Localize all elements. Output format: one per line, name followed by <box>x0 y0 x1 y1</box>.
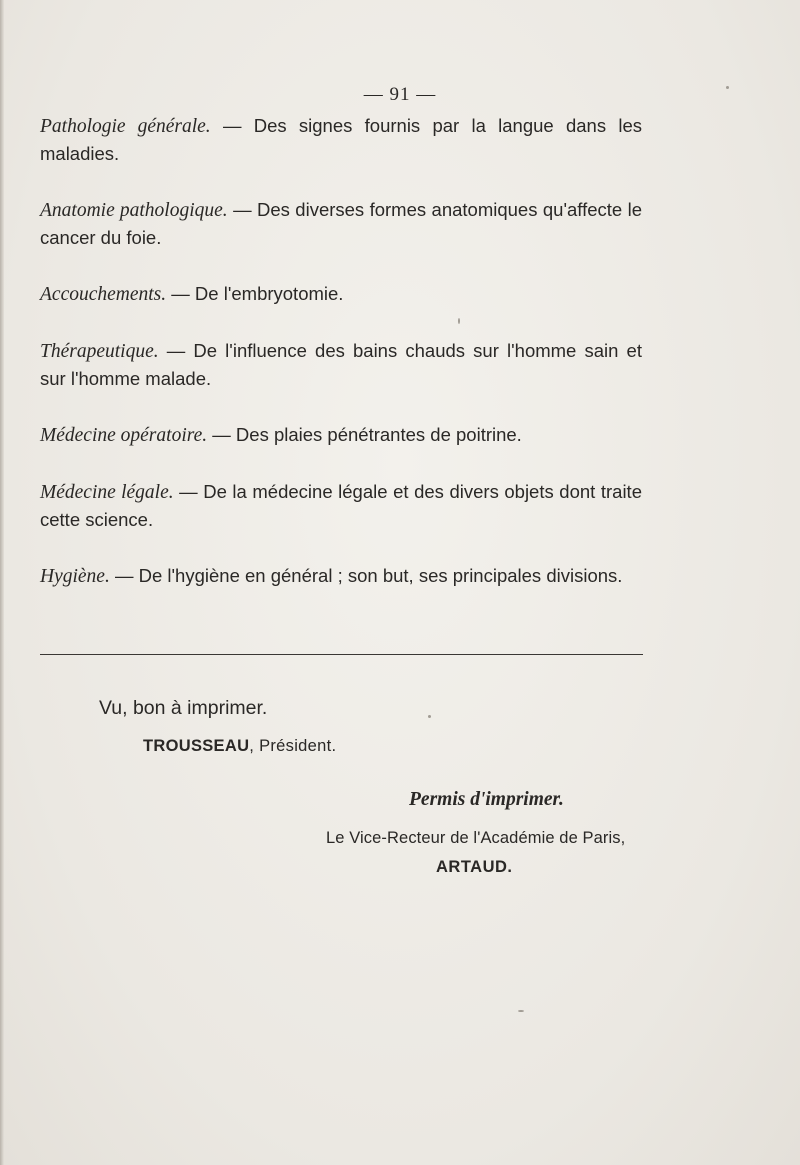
question-list <box>40 112 642 619</box>
approval-statement: Vu, bon à imprimer. <box>99 697 268 719</box>
entry-text: — De l'hygiène en général ; son but, ses principales divisions. <box>109 565 623 586</box>
entry-text: — Des diverses formes anatomiques qu'affecte le cancer du foie. <box>40 199 642 248</box>
page-edge-shadow <box>0 0 4 1165</box>
entry-heading: Pathologie générale. <box>40 116 211 137</box>
recteur-title: Le Vice-Recteur de l'Académie de Paris, <box>326 829 626 847</box>
list-item <box>40 337 642 392</box>
paper-speck <box>726 86 729 89</box>
list-item <box>40 112 642 167</box>
page-number: — 91 — <box>363 84 437 105</box>
entry-text: — De l'influence des bains chauds sur l'homme sain et sur l'homme malade. <box>40 340 642 389</box>
entry-text: — De la médecine légale et des divers objets dont traite cette science. <box>40 481 642 530</box>
entry-heading: Médecine légale. <box>40 482 174 503</box>
list-item <box>40 196 642 251</box>
list-item <box>40 280 642 308</box>
entry-text: — Des plaies pénétrantes de poitrine. <box>207 424 522 445</box>
horizontal-divider <box>40 654 643 655</box>
list-item <box>40 562 642 590</box>
entry-heading: Thérapeutique. <box>40 341 159 362</box>
entry-heading: Anatomie pathologique. <box>40 200 228 221</box>
recteur-name: ARTAUD. <box>436 858 513 876</box>
list-item <box>40 478 642 533</box>
president-signature <box>143 737 336 756</box>
entry-heading: Hygiène. <box>40 566 110 587</box>
paper-speck <box>458 318 460 324</box>
list-item <box>40 421 642 449</box>
entry-heading: Médecine opératoire. <box>40 425 208 446</box>
permission-heading: Permis d'imprimer. <box>409 789 564 810</box>
president-name: TROUSSEAU <box>143 737 250 755</box>
president-title: , Président. <box>249 737 337 755</box>
paper-speck <box>428 715 431 718</box>
paper-speck <box>518 1010 524 1012</box>
entry-text: — De l'embryotomie. <box>166 283 344 304</box>
entry-heading: Accouchements. <box>40 284 167 305</box>
entry-text: — Des signes fournis par la langue dans les maladies. <box>40 115 643 164</box>
